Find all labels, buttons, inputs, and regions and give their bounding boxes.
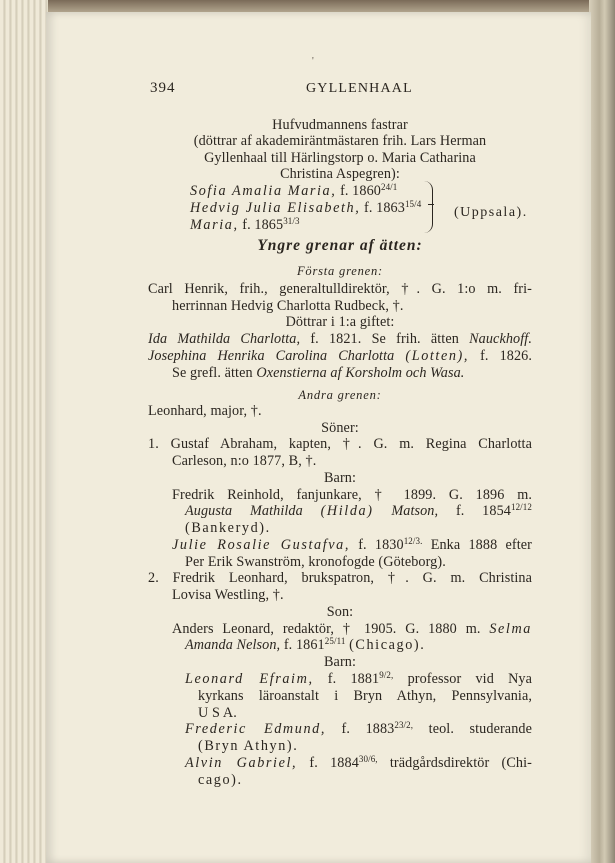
book-spine (589, 0, 615, 863)
page-mark: ' (312, 56, 314, 67)
family-reference: Oxenstierna af Korsholm och Wasa. (256, 365, 465, 381)
section-heading: Yngre grenar af ätten: (257, 237, 423, 254)
text-line: Lovisa Westling, †. (172, 587, 284, 603)
text-line (148, 331, 532, 347)
page-number: 394 (150, 80, 176, 96)
text-line: Barn: (323, 470, 357, 486)
entry-text: teol. studerande (428, 721, 532, 737)
text-line: Son: (326, 604, 354, 620)
person-name: Josephina Henrika Carolina Charlotta (148, 348, 395, 364)
date-superscript: 30/6, (358, 754, 378, 764)
place-label: (Uppsala). (454, 205, 528, 220)
text-line: kyrkans läroanstalt i Bryn Athyn, Pennsylvania, (198, 688, 532, 704)
brace-point (428, 204, 434, 209)
text-line: cago). (198, 772, 243, 788)
nickname: (Hilda) (320, 503, 374, 519)
text-line: Söner: (321, 420, 359, 436)
person-name: Amanda Nelson, (185, 637, 281, 653)
text-line: Hufvudmannens fastrar (272, 117, 408, 133)
text-line (185, 755, 532, 771)
text-line: 1. Gustaf Abraham, kapten, †. G. m. Regina Charlotta (148, 436, 532, 452)
date-superscript: 25/11 (324, 636, 346, 646)
text-line: 2. Fredrik Leonhard, brukspatron, †. G. m. Christina (148, 570, 532, 586)
person-name: Ida Mathilda Charlotta, (148, 331, 301, 347)
text-line (172, 621, 532, 637)
date-superscript: 9/2, (379, 670, 394, 680)
family-reference: Nauckhoff. (469, 331, 532, 347)
text-line: Leonhard, major, †. (148, 403, 262, 419)
date-superscript: 12/12 (510, 502, 532, 512)
person-name: Maria, (190, 217, 239, 233)
birth-date: f. 1860 (340, 183, 381, 199)
branch-heading: Andra grenen: (298, 388, 382, 402)
birth-date: f. 1863 (364, 200, 405, 216)
running-title: GYLLENHAAL (306, 81, 413, 96)
place-label: (Chicago). (349, 637, 426, 653)
date-superscript: 23/2, (394, 720, 414, 730)
entry-text: f. 1826. (480, 348, 533, 364)
text-line (172, 365, 556, 381)
branch-heading: Första grenen: (296, 264, 384, 278)
person-name: Sofia Amalia Maria, (190, 183, 337, 199)
text-line: (Bryn Athyn). (198, 738, 299, 754)
daughter-entry (190, 200, 430, 216)
date-superscript: 15/4 (404, 199, 422, 209)
person-name: Frederic Edmund, (185, 721, 326, 737)
date-superscript: 12/3. (403, 536, 423, 546)
text-line: Döttrar i 1:a giftet: (285, 314, 395, 330)
text-line: Gyllenhaal till Härlingstorp o. Maria Catharina (204, 150, 476, 166)
text-line: herrinnan Hedvig Charlotta Rudbeck, †. (172, 298, 404, 314)
text-line: Barn: (323, 654, 357, 670)
text-line (185, 671, 532, 687)
surname: Matson, (391, 503, 439, 519)
birth-date: f. 1861 (283, 637, 325, 653)
text-line (185, 721, 532, 737)
date-superscript: 31/3 (283, 216, 300, 226)
text-line: Christina Aspegren): (280, 166, 400, 182)
date-superscript: 24/1 (380, 182, 398, 192)
text-line (185, 637, 569, 653)
birth-date: f. 1883 (341, 721, 395, 737)
birth-date: f. 1881 (327, 671, 380, 687)
person-name: Leonard Efraim, (185, 671, 314, 687)
entry-text: professor vid Nya (407, 671, 532, 687)
text-line: Fredrik Reinhold, fanjunkare, † 1899. G. 1896 m. (172, 487, 532, 503)
birth-date: f. 1854 (455, 503, 511, 519)
text-line: (döttrar af akademiräntmästaren frih. Lars Herman (193, 133, 487, 149)
text-line (172, 537, 532, 553)
text-line (148, 348, 532, 364)
person-name: Augusta Mathilda (185, 503, 303, 519)
entry-text: Anders Leonard, redaktör, † 1905. G. 1880 m. (172, 621, 481, 637)
person-name: Alvin Gabriel, (185, 755, 298, 771)
birth-date: f. 1884 (309, 755, 359, 771)
entry-text: Se grefl. ätten (172, 365, 253, 381)
nickname: (Lotten), (405, 348, 470, 364)
daughter-entry (190, 183, 430, 199)
text-line: Per Erik Swanström, kronofogde (Göteborg). (185, 554, 446, 570)
birth-date: f. 1865 (242, 217, 284, 233)
text-line (185, 503, 532, 519)
page-stack-edges (0, 0, 48, 863)
text-line: (Bankeryd). (185, 520, 271, 536)
birth-date: f. 1830 (358, 537, 404, 553)
entry-text: Enka 1888 efter (430, 537, 532, 553)
text-line: Carl Henrik, frih., generaltulldirektör, †. G. 1:o m. fri- (148, 281, 532, 297)
person-name: Hedvig Julia Elisabeth, (190, 200, 361, 216)
text-line: Carleson, n:o 1877, B, †. (172, 453, 317, 469)
daughter-entry (190, 217, 430, 233)
person-name: Selma (489, 621, 532, 637)
entry-text: trädgårdsdirektör (Chi- (389, 755, 532, 771)
text-line: U S A. (198, 705, 237, 721)
entry-text: f. 1821. Se frih. ätten (310, 331, 459, 347)
person-name: Julie Rosalie Gustafva, (172, 537, 350, 553)
